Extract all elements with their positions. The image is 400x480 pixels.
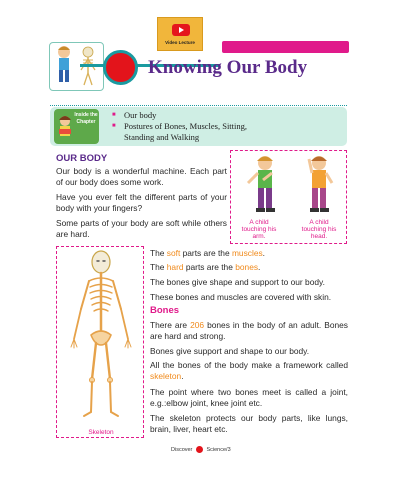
highlight-bones: bones xyxy=(235,262,259,272)
paragraph: Some parts of your body are soft while others are hard. xyxy=(56,218,227,240)
inside-chapter-badge xyxy=(54,109,99,144)
text-run: . xyxy=(262,248,265,258)
title-circle-decoration xyxy=(103,50,138,85)
video-lecture-label: Video Lecture xyxy=(165,40,195,45)
text-run: parts are the xyxy=(180,248,232,258)
text-run: parts are the xyxy=(183,262,236,272)
paragraph: Our body is a wonderful machine. Each part of our body does some work. xyxy=(56,166,227,188)
page-footer xyxy=(171,446,231,453)
text-run: bones in the body of an adult. Bones are hard and strong. xyxy=(150,320,348,342)
text-run: There are xyxy=(150,320,191,330)
text-run: All the bones of the body make a framework called xyxy=(150,360,348,370)
text-run: . xyxy=(258,262,261,272)
child-touching-arm-image xyxy=(245,153,285,215)
page-title: Knowing Our Body xyxy=(148,57,308,78)
video-lecture-button[interactable] xyxy=(157,17,203,51)
highlight-soft: soft xyxy=(166,248,181,258)
paragraph: Have you ever felt the different parts of your body with your fingers? xyxy=(56,192,227,214)
chapter-topics-list xyxy=(112,110,264,143)
paragraph: The bones give shape and support to our body. xyxy=(150,277,325,287)
skeleton-illustration xyxy=(56,246,144,438)
section-heading-bones: Bones xyxy=(150,305,180,316)
paragraph: Bones give support and shape to our body. xyxy=(150,346,310,356)
highlight-206: 206 xyxy=(190,320,205,330)
text-run: The xyxy=(150,262,167,272)
apple-icon xyxy=(196,446,203,453)
footer-text: Discover xyxy=(171,446,193,453)
paragraph xyxy=(150,248,350,259)
child-touching-head-image xyxy=(299,153,339,215)
play-icon xyxy=(172,24,190,36)
girl-reading-icon xyxy=(56,114,74,140)
highlight-muscles: muscles xyxy=(231,248,263,258)
highlight-hard: hard xyxy=(166,262,184,272)
topic-item: ■ Our body xyxy=(112,110,264,121)
footer-text: Science/3 xyxy=(206,446,231,453)
highlight-skeleton: skeleton xyxy=(150,371,182,382)
paragraph: These bones and muscles are covered with skin. xyxy=(150,292,332,302)
paragraph xyxy=(150,360,348,382)
image-caption: A child touching his arm. xyxy=(241,219,277,240)
inside-chapter-label: Inside the Chapter xyxy=(74,112,98,125)
children-illustration xyxy=(230,150,347,244)
text-run: The xyxy=(150,248,167,258)
skeleton-image xyxy=(61,249,141,425)
image-caption: A child touching his head. xyxy=(301,219,337,240)
header-pink-bar xyxy=(222,41,349,53)
topic-item: ■ Postures of Bones, Muscles, Sitting, Standing and Walking xyxy=(112,121,264,143)
paragraph: The skeleton protects our body parts, like lungs, brain, liver, heart etc. xyxy=(150,413,348,435)
paragraph xyxy=(150,262,350,273)
paragraph xyxy=(150,320,348,342)
paragraph: The point where two bones meet is called a joint, e.g.:elbow joint, knee joint etc. xyxy=(150,387,348,409)
section-heading-our-body: OUR BODY xyxy=(56,153,108,164)
image-caption: Skeleton xyxy=(88,429,114,436)
text-run: . xyxy=(181,371,184,382)
